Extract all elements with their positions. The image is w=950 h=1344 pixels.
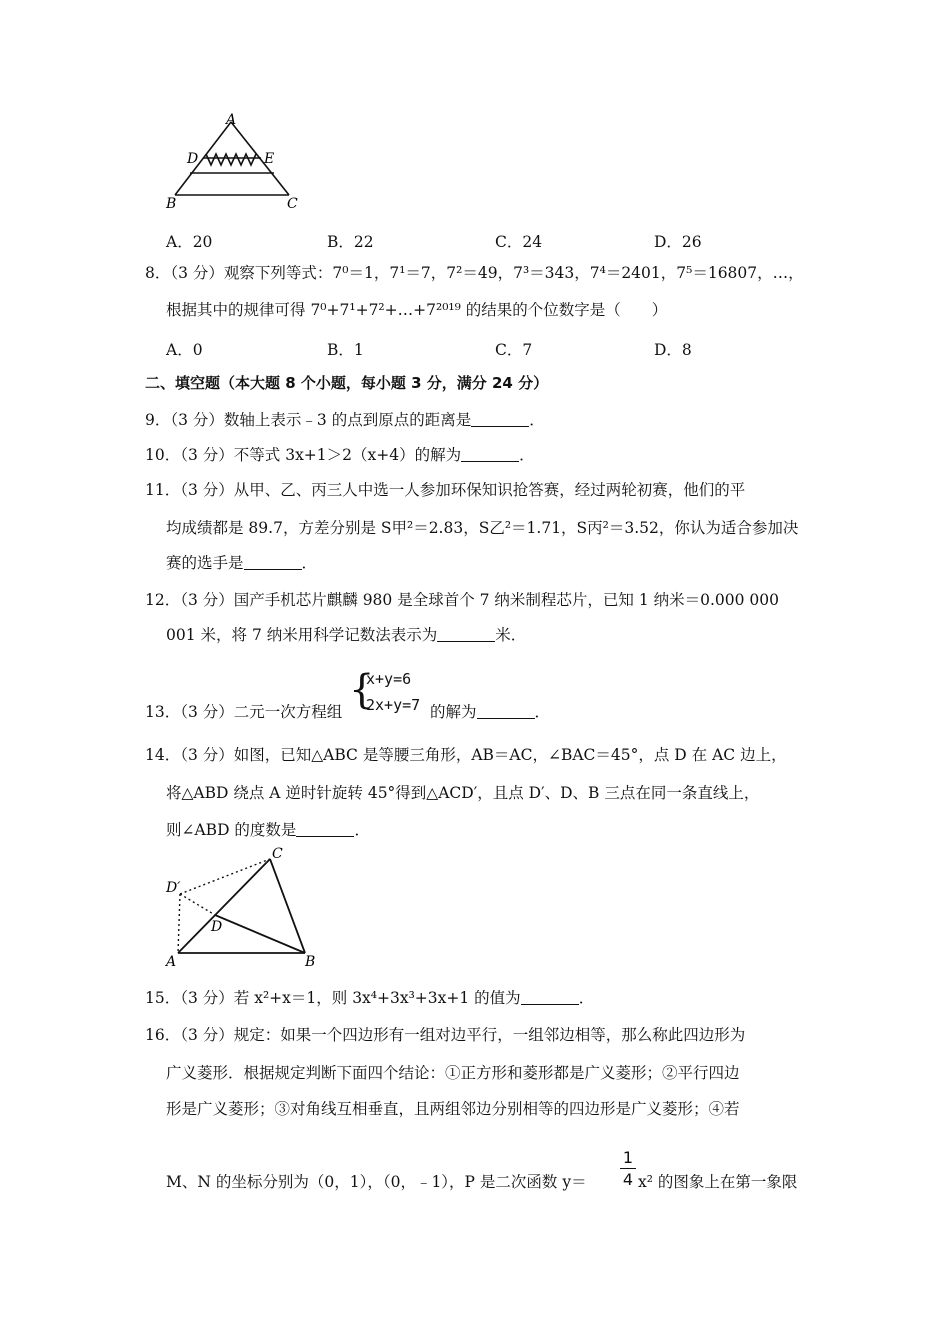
q11-line3 xyxy=(166,553,317,573)
q8-line2-post: 的结果的个位数字是（ ） xyxy=(460,301,668,319)
q10 xyxy=(145,445,535,465)
q8-expression: 7⁰+7¹+7²+…+7²⁰¹⁹ xyxy=(310,301,461,319)
triangle-figure-q7 xyxy=(160,110,310,215)
q16-line2: 广义菱形．根据规定判断下面四个结论：①正方形和菱形都是广义菱形；②平行四边 xyxy=(166,1064,740,1082)
q10-pre: 10．（3 分）不等式 xyxy=(145,446,286,464)
q14-line2: 将△ABD 绕点 A 逆时针旋转 45°得到△ACD′，且点 D′、D、B 三点在同一条直线上， xyxy=(166,784,760,802)
q10-end: ． xyxy=(519,446,535,464)
q15-expr1: x²+x＝1 xyxy=(254,989,317,1007)
q16-line3: 形是广义菱形；③对角线互相垂直，且两组邻边分别相等的四边形是广义菱形；④若 xyxy=(166,1100,740,1118)
q12-line1: 12．（3 分）国产手机芯片麒麟 980 是全球首个 7 纳米制程芯片，已知 1 纳米＝0.000 000 xyxy=(145,591,780,609)
q8-line2-pre: 根据其中的规律可得 xyxy=(166,301,311,319)
q8-option-b: B．1 xyxy=(327,341,364,359)
q15-post: 的值为 xyxy=(469,989,521,1007)
q11-line2: 均成绩都是 89.7，方差分别是 S甲²＝2.83，S乙²＝1.71，S丙²＝3.52，你认为适合参加决 xyxy=(166,519,799,537)
fraction-numerator: 1 xyxy=(622,1148,634,1167)
answer-blank[interactable] xyxy=(296,822,354,837)
fraction xyxy=(620,1148,636,1189)
q13-tail xyxy=(430,702,550,722)
q15-end: ． xyxy=(578,989,595,1007)
q10-post: 的解为 xyxy=(414,446,462,464)
q15-expr2: 3x⁴+3x³+3x+1 xyxy=(352,989,470,1007)
q9-end: ． xyxy=(529,411,545,429)
answer-blank[interactable] xyxy=(244,555,302,570)
q7-option-d: D．26 xyxy=(654,233,702,251)
section-title: 二、填空题（本大题 8 个小题，每小题 3 分，满分 24 分） xyxy=(145,374,549,392)
q8-equations: 7⁰＝1，7¹＝7，7²＝49，7³＝343，7⁴＝2401，7⁵＝16807，…， xyxy=(332,264,804,282)
q16-line4-post: x² 的图象上在第一象限 xyxy=(638,1173,798,1191)
q15 xyxy=(145,988,594,1008)
rotation-figure-q14 xyxy=(160,845,330,970)
q8-line2 xyxy=(166,300,667,320)
label-c: C xyxy=(272,846,283,862)
q8-option-c: C．7 xyxy=(495,341,533,359)
answer-blank[interactable] xyxy=(461,447,519,462)
label-c: C xyxy=(287,196,298,212)
label-d-prime: D′ xyxy=(166,880,181,896)
q8-option-a: A．0 xyxy=(166,341,203,359)
q9-text: 9．（3 分）数轴上表示﹣3 的点到原点的距离是 xyxy=(145,411,472,429)
label-a: A xyxy=(166,954,177,970)
q15-pre: 15．（3 分）若 xyxy=(145,989,255,1007)
q13-eq1: x+y=6 xyxy=(366,670,412,688)
q12-end: 米． xyxy=(495,626,527,644)
answer-blank[interactable] xyxy=(437,627,495,642)
q14-line3-text: 则∠ABD 的度数是 xyxy=(166,821,297,839)
q15-mid: ，则 xyxy=(316,989,353,1007)
q7-option-c: C．24 xyxy=(495,233,543,251)
q11-end: ． xyxy=(301,554,318,572)
system-brace: { xyxy=(349,667,375,713)
q10-expr: 3x+1＞2（x+4） xyxy=(285,446,415,464)
label-b: B xyxy=(305,954,316,970)
label-d: D xyxy=(187,151,199,167)
answer-blank[interactable] xyxy=(471,412,529,427)
label-a: A xyxy=(226,112,237,128)
q11-line1: 11．（3 分）从甲、乙、丙三人中选一人参加环保知识抢答赛，经过两轮初赛，他们的平 xyxy=(145,481,746,499)
q13-end: ． xyxy=(534,703,551,721)
q8-option-d: D．8 xyxy=(654,341,692,359)
q8-line1 xyxy=(145,263,804,283)
fraction-denominator: 4 xyxy=(622,1170,634,1189)
q9 xyxy=(145,410,545,430)
q7-option-b: B．22 xyxy=(327,233,374,251)
q7-option-a: A．20 xyxy=(166,233,213,251)
q12-line2-text: 001 米，将 7 纳米用科学记数法表示为 xyxy=(166,626,438,644)
answer-blank[interactable] xyxy=(521,990,579,1005)
q16-line4-pre: M、N 的坐标分别为（0，1），（0，﹣1），P 是二次函数 y＝ xyxy=(166,1173,587,1191)
label-e: E xyxy=(264,151,275,167)
q14-line3 xyxy=(166,820,370,840)
q14-line1: 14．（3 分）如图，已知△ABC 是等腰三角形，AB＝AC，∠BAC＝45°，点 D 在 AC 边上， xyxy=(145,746,787,764)
q11-line3-text: 赛的选手是 xyxy=(166,554,244,572)
q14-end: ． xyxy=(354,821,370,839)
q12-line2 xyxy=(166,625,526,645)
answer-blank[interactable] xyxy=(477,704,535,719)
q13-post: 的解为 xyxy=(430,703,477,721)
q16-line1: 16．（3 分）规定：如果一个四边形有一组对边平行，一组邻边相等，那么称此四边形为 xyxy=(145,1026,746,1044)
q8-stem: 8．（3 分）观察下列等式： xyxy=(145,264,333,282)
label-b: B xyxy=(166,196,177,212)
label-d: D xyxy=(211,919,223,935)
q13-pre: 13．（3 分）二元一次方程组 xyxy=(145,703,343,721)
q13-eq2: 2x+y=7 xyxy=(366,696,421,714)
